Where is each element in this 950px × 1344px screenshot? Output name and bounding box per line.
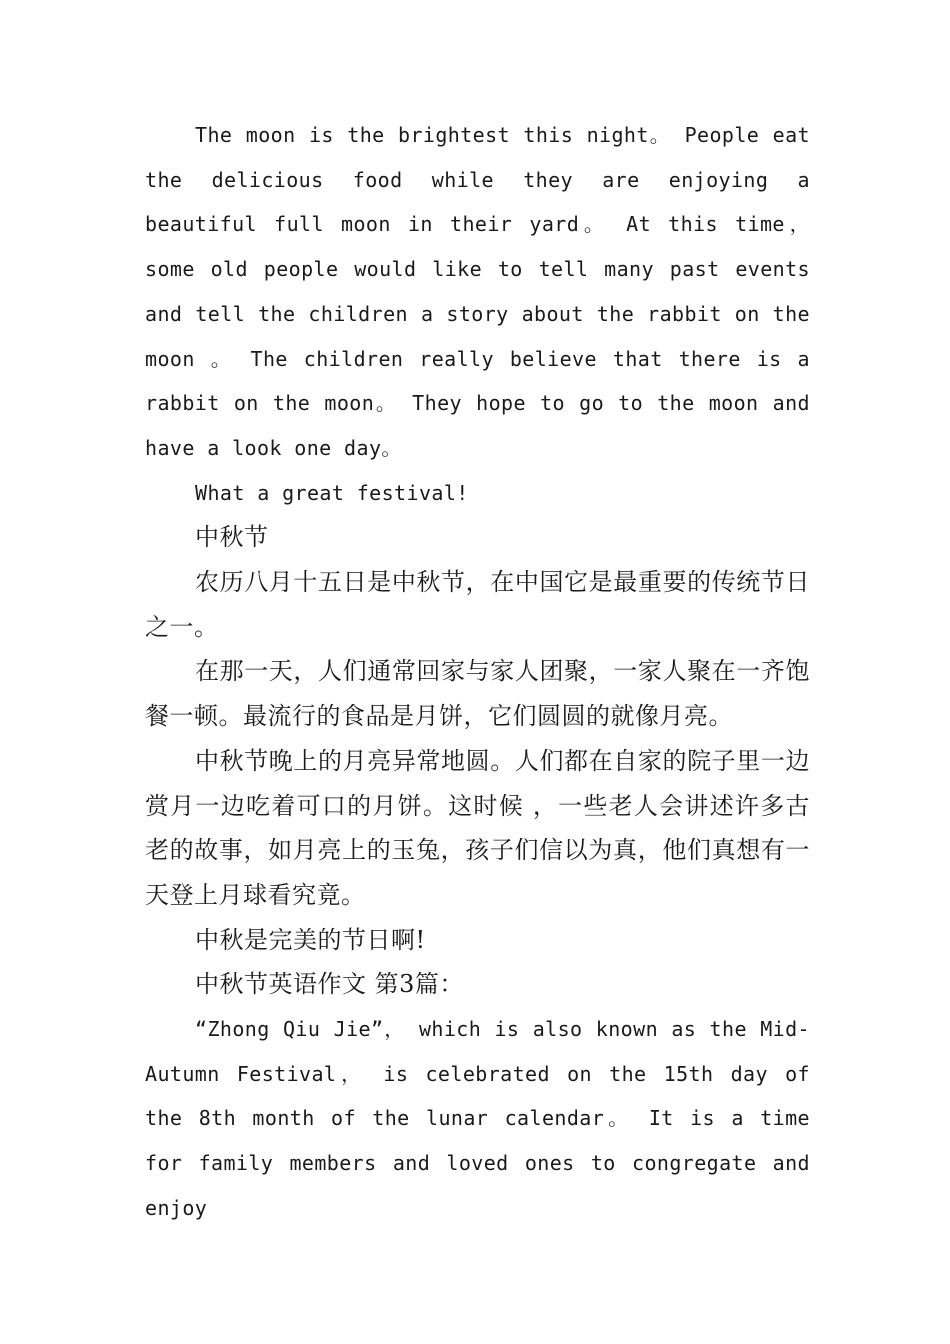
paragraph-heading-zhongqiujie: 中秋节 xyxy=(195,523,269,552)
paragraph-moon-viewing: 中秋节晚上的月亮异常地圆。人们都在自家的院子里一边赏月一边吃着可口的月饼。这时候 ，一些老人会讲述许多古老的故事，如月亮上的玉兔，孩子们信以为真，他们真想有一天登上月球看究竟。 xyxy=(145,746,810,909)
document-body xyxy=(145,113,810,1231)
section-heading-essay-3: 中秋节英语作文 第3篇： xyxy=(195,970,464,999)
paragraph-lunar-date: 农历八月十五日是中秋节，在中国它是最重要的传统节日之一。 xyxy=(145,568,810,641)
paragraph-great-festival: What a great festival! xyxy=(195,480,469,505)
paragraph-zhong-qiu-jie: “Zhong Qiu Jie”， which is also known as the Mid-Autumn Festival， is celebrated on the 15th day of the 8th month of the lunar calendar。 It is a time for family members and loved ones to congregate and enjoy xyxy=(145,1017,810,1220)
paragraph-perfect-festival: 中秋是完美的节日啊! xyxy=(195,925,426,954)
paragraph-moon-night: The moon is the brightest this night。 People eat the delicious food while they are enjoying a beautiful full moon in their yard。 At this time， some old people would like to tell many past events and tell the children a story about the rabbit on the moon 。 The children really believe that there is a rabbit on the moon。 They hope to go to the moon and have a look one day。 xyxy=(145,123,810,460)
paragraph-family-reunion: 在那一天，人们通常回家与家人团聚，一家人聚在一齐饱餐一顿。最流行的食品是月饼，它们圆圆的就像月亮。 xyxy=(145,657,810,731)
